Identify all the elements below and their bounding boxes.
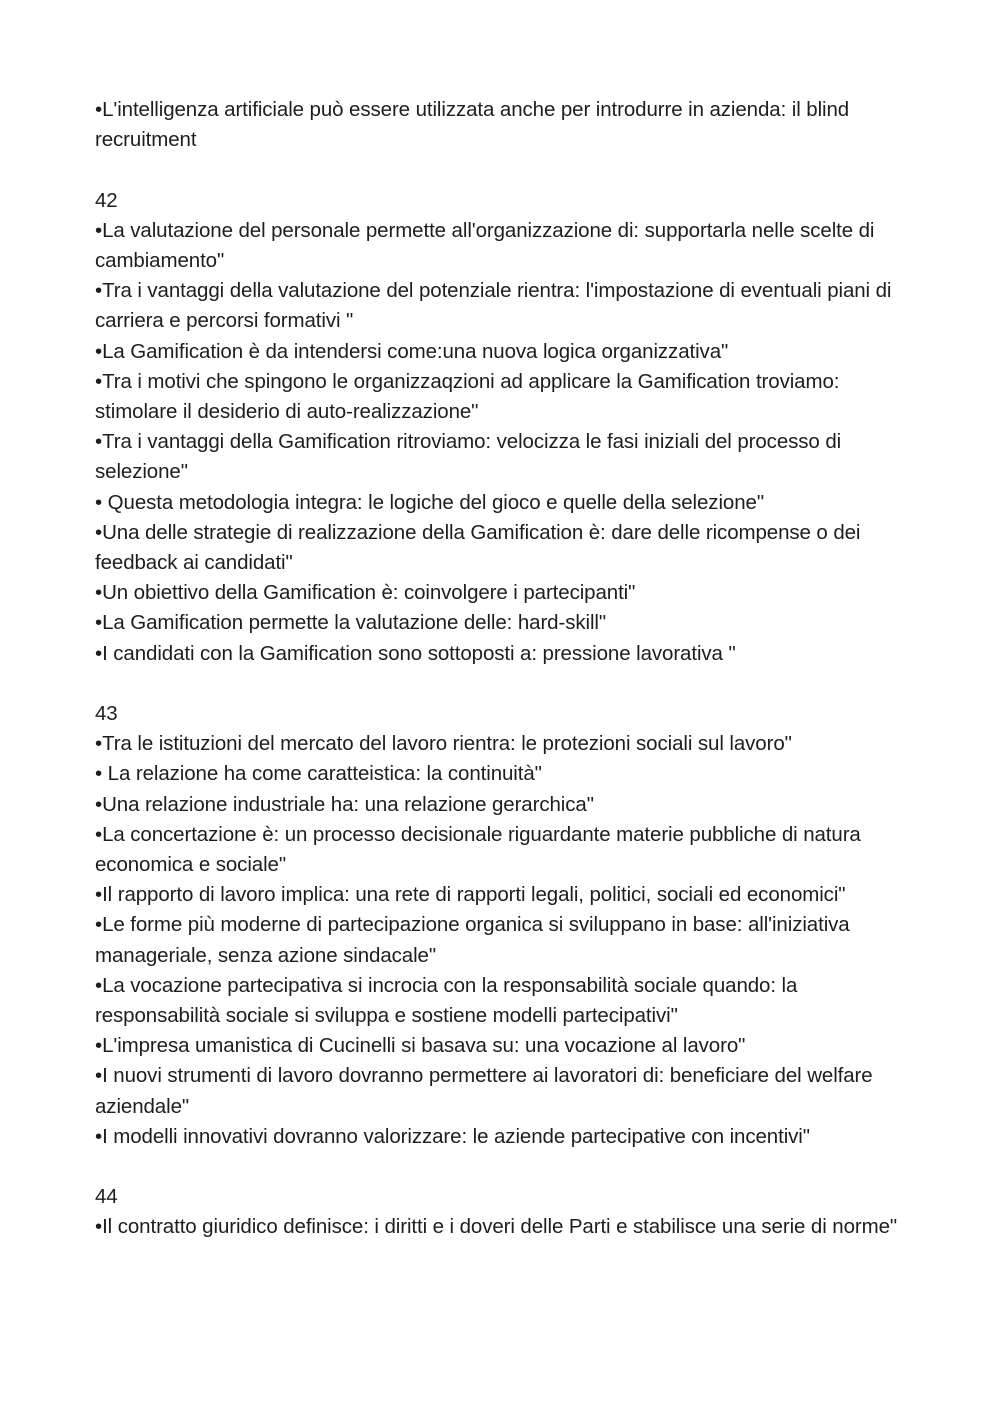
bullet-item: •Il contratto giuridico definisce: i diritti e i doveri delle Parti e stabilisce una serie di norme" bbox=[95, 1215, 898, 1239]
document-page bbox=[95, 95, 910, 1243]
section-44 bbox=[95, 1182, 910, 1242]
bullet-item: •La concertazione è: un processo decisionale riguardante materie pubbliche di natura economica e sociale" bbox=[95, 822, 861, 877]
spacer bbox=[95, 1152, 910, 1182]
bullet-item: • La relazione ha come caratteistica: la continuità" bbox=[95, 762, 542, 786]
bullet-item: •Una relazione industriale ha: una relazione gerarchica" bbox=[95, 792, 594, 816]
section-number: 44 bbox=[95, 1185, 118, 1209]
bullet-item: •La vocazione partecipativa si incrocia con la responsabilità sociale quando: la responsabilità sociale si sviluppa e sostiene modelli partecipativi" bbox=[95, 973, 798, 1028]
bullet-item: • Questa metodologia integra: le logiche del gioco e quelle della selezione" bbox=[95, 490, 764, 514]
bullet-item: •Tra i vantaggi della Gamification ritroviamo: velocizza le fasi iniziali del processo di selezione" bbox=[95, 430, 842, 484]
bullet-item: •Tra i vantaggi della valutazione del potenziale rientra: l'impostazione di eventuali piani di carriera e percorsi formativi " bbox=[95, 279, 892, 333]
spacer bbox=[95, 155, 910, 185]
bullet-item: •La valutazione del personale permette all'organizzazione di: supportarla nelle scelte di cambiamento" bbox=[95, 218, 875, 272]
bullet-item: •L'intelligenza artificiale può essere utilizzata anche per introdurre in azienda: il blind recruitment bbox=[95, 98, 850, 152]
section-number: 43 bbox=[95, 702, 118, 726]
bullet-item: •La Gamification permette la valutazione delle: hard-skill" bbox=[95, 611, 607, 635]
bullet-item: •Una delle strategie di realizzazione della Gamification è: dare delle ricompense o dei feedback ai candidati" bbox=[95, 520, 861, 575]
section-43 bbox=[95, 699, 910, 1152]
spacer bbox=[95, 669, 910, 699]
section-number: 42 bbox=[95, 188, 118, 212]
bullet-item: •I candidati con la Gamification sono sottoposti a: pressione lavorativa " bbox=[95, 641, 736, 665]
bullet-item: •Le forme più moderne di partecipazione organica si sviluppano in base: all'iniziativa manageriale, senza azione sindacale" bbox=[95, 913, 850, 967]
bullet-item: •Un obiettivo della Gamification è: coinvolgere i partecipanti" bbox=[95, 581, 636, 605]
bullet-item: •I modelli innovativi dovranno valorizzare: le aziende partecipative con incentivi" bbox=[95, 1124, 810, 1148]
bullet-item: •L'impresa umanistica di Cucinelli si basava su: una vocazione al lavoro" bbox=[95, 1034, 746, 1058]
bullet-item: •La Gamification è da intendersi come:una nuova logica organizzativa" bbox=[95, 339, 729, 363]
bullet-item: •Tra i motivi che spingono le organizzaqzioni ad applicare la Gamification troviamo: stimolare il desiderio di auto-realizzazione" bbox=[95, 369, 840, 424]
bullet-item: •I nuovi strumenti di lavoro dovranno permettere ai lavoratori di: beneficiare del welfare aziendale" bbox=[95, 1064, 873, 1118]
intro-block bbox=[95, 95, 910, 155]
section-42 bbox=[95, 186, 910, 669]
bullet-item: •Tra le istituzioni del mercato del lavoro rientra: le protezioni sociali sul lavoro" bbox=[95, 732, 792, 756]
bullet-item: •Il rapporto di lavoro implica: una rete di rapporti legali, politici, sociali ed economici" bbox=[95, 883, 846, 907]
